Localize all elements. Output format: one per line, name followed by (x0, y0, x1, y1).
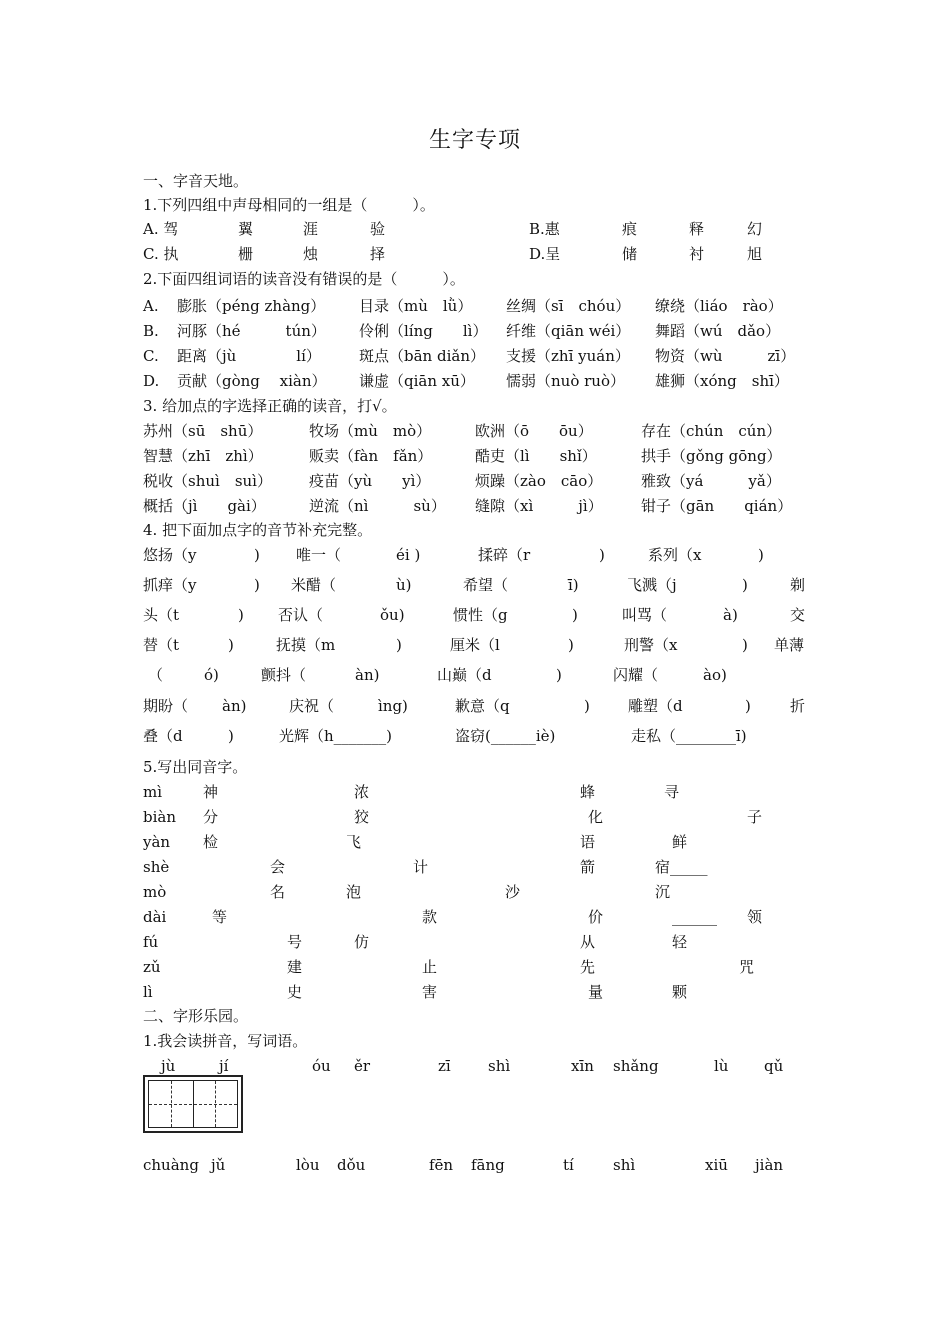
q4-item: ) (254, 576, 260, 594)
q1-stem: 1.下列四组中声母相同的一组是（ ）。 (143, 196, 435, 214)
pinyin-syllable: óu (312, 1057, 331, 1075)
writing-grid-inner (148, 1080, 238, 1128)
pinyin-syllable: ěr (354, 1057, 371, 1075)
pinyin-syllable: shì (613, 1156, 636, 1174)
q5-char: 史 (287, 983, 303, 1001)
q4-item: 山巅（d (437, 666, 492, 684)
q5-pinyin: fú (143, 933, 159, 951)
q4-item: 揉碎（r (478, 546, 531, 564)
pinyin-syllable: shǎng (613, 1057, 659, 1075)
q4-item: （ (148, 666, 164, 684)
q4-item: 飞溅（j (627, 576, 677, 594)
pinyin-syllable: qǔ (764, 1057, 784, 1075)
q4-item: éi ) (396, 546, 421, 564)
q3-word: 欧洲（ō ōu） (475, 422, 593, 440)
q4-item: 叫骂（ (622, 606, 668, 624)
q5-char: 箭 (580, 858, 596, 876)
pinyin-syllable: xiū (705, 1156, 728, 1174)
q3-word: 智慧（zhī zhì） (143, 447, 263, 465)
q4-item: 头（t (143, 606, 180, 624)
pinyin-syllable: jí (219, 1057, 229, 1075)
pinyin-syllable: lù (714, 1057, 729, 1075)
q4-item: ìng) (378, 697, 408, 715)
q2-word: 懦弱（nuò ruò） (506, 372, 625, 390)
q4-item: ) (254, 546, 260, 564)
q5-char: 蜂 (580, 783, 596, 801)
q5-char: 会 (270, 858, 286, 876)
q1-option-b-char: 幻 (747, 220, 763, 238)
pinyin-syllable: jù (161, 1057, 176, 1075)
q4-item: àn) (222, 697, 247, 715)
pinyin-syllable: fēn (429, 1156, 454, 1174)
q5-pinyin: mò (143, 883, 167, 901)
q4-item: ) (599, 546, 605, 564)
q4-item: àn) (355, 666, 380, 684)
q5-char: 咒 (739, 958, 755, 976)
q3-word: 贩卖（fàn fǎn） (309, 447, 433, 465)
q4-item: ī) (568, 576, 579, 594)
q5-char: 分 (203, 808, 219, 826)
q5-char: 领 (747, 908, 763, 926)
q1-option-a-char: 翼 (238, 220, 254, 238)
q4-item: 折 (790, 697, 806, 715)
q3-stem: 3. 给加点的字选择正确的读音，打√。 (143, 397, 397, 415)
q5-char: 计 (413, 858, 429, 876)
q2-word: 支援（zhī yuán） (506, 347, 630, 365)
q3-word: 存在（chún cún） (641, 422, 782, 440)
q4-item: ) (742, 636, 748, 654)
grid-guide-line (171, 1081, 172, 1127)
q5-char: 沙 (505, 883, 521, 901)
q3-word: 税收（shuì suì） (143, 472, 272, 490)
q3-word: 逆流（nì sù） (309, 497, 446, 515)
q4-item: 惯性（g (453, 606, 508, 624)
q4-item: 交 (790, 606, 806, 624)
q4-item: 抚摸（m (276, 636, 336, 654)
q4-item: à) (723, 606, 738, 624)
q5-char: 浓 (354, 783, 370, 801)
q4-item: 光辉（h_______) (279, 727, 393, 745)
pinyin-syllable: shì (488, 1057, 511, 1075)
q4-item: ) (758, 546, 764, 564)
q5-char: 颗 (672, 983, 688, 1001)
pinyin-syllable: jǔ (211, 1156, 226, 1174)
q5-pinyin: mì (143, 783, 163, 801)
q3-word: 酷吏（lì shǐ） (475, 447, 597, 465)
q1-option-d-char: 储 (622, 245, 638, 263)
section-2-heading: 二、字形乐园。 (143, 1007, 249, 1025)
q4-item: 抓痒（y (143, 576, 197, 594)
pinyin-syllable: fāng (471, 1156, 505, 1174)
q5-pinyin: zǔ (143, 958, 161, 976)
q4-item: ) (568, 636, 574, 654)
q4-item: 叠（d (143, 727, 183, 745)
pinyin-syllable: zī (438, 1057, 451, 1075)
q4-item: ) (584, 697, 590, 715)
pinyin-syllable: tí (563, 1156, 574, 1174)
q5-char: 量 (588, 983, 604, 1001)
q5-char: 止 (422, 958, 438, 976)
q4-item: 闪耀（ (613, 666, 659, 684)
q3-word: 拱手（gǒng gōng） (641, 447, 782, 465)
q2-word: 缭绕（liáo rào） (655, 297, 783, 315)
q1-option-c-char: 择 (370, 245, 386, 263)
q3-word: 概括（jì gài） (143, 497, 266, 515)
q4-item: 系列（x (648, 546, 702, 564)
q4-item: ó) (204, 666, 219, 684)
q4-item: 唯一（ (296, 546, 342, 564)
q2-word: 距离（jù lí） (177, 347, 321, 365)
q2-row-label: B. (143, 322, 159, 340)
q3-word: 疫苗（yù yì） (309, 472, 431, 490)
q2-word: 河豚（hé tún） (177, 322, 326, 340)
q5-stem: 5.写出同音字。 (143, 758, 248, 776)
q2-word: 伶俐（líng lì） (359, 322, 488, 340)
q4-item: 歉意（q (455, 697, 510, 715)
q5-pinyin: lì (143, 983, 153, 1001)
q2-stem: 2.下面四组词语的读音没有错误的是（ ）。 (143, 270, 465, 288)
q2-word: 膨胀（péng zhàng） (177, 297, 326, 315)
q2-word: 谦虚（qiān xū） (359, 372, 475, 390)
q5-char: 从 (580, 933, 596, 951)
q5-char: 宿_____ (655, 858, 708, 876)
q5-char: 建 (287, 958, 303, 976)
q5-char: 仿 (354, 933, 370, 951)
q1-option-d-char: 衬 (689, 245, 705, 263)
q4-item: 剃 (790, 576, 806, 594)
q3-word: 烦躁（zào cāo） (475, 472, 603, 490)
q4-item: ) (238, 606, 244, 624)
q3-word: 钳子（gān qián） (641, 497, 793, 515)
q1-option-c-char: 烛 (303, 245, 319, 263)
q5-char: 沉 (655, 883, 671, 901)
q2-word: 舞蹈（wú dǎo） (655, 322, 781, 340)
q5-char: 语 (580, 833, 596, 851)
q4-item: ) (556, 666, 562, 684)
q2-row-label: C. (143, 347, 159, 365)
q4-item: ) (572, 606, 578, 624)
q4-item: 颤抖（ (261, 666, 307, 684)
q1-option-d-label: D.呈 (529, 245, 561, 263)
q2-row-label: D. (143, 372, 160, 390)
q5-blank: ______ (672, 908, 717, 926)
q5-char: 寻 (664, 783, 680, 801)
q2-word: 丝绸（sī chóu） (506, 297, 631, 315)
q5-char: 先 (580, 958, 596, 976)
q2-word: 纤维（qiān wéi） (506, 322, 631, 340)
q1-option-d-char: 旭 (747, 245, 763, 263)
writing-grid[interactable] (143, 1075, 243, 1133)
q3-word: 苏州（sū shū） (143, 422, 263, 440)
q4-item: ) (228, 727, 234, 745)
q5-pinyin: shè (143, 858, 170, 876)
page-title: 生字专项 (428, 128, 521, 153)
q4-item: ) (396, 636, 402, 654)
pinyin-syllable: dǒu (337, 1156, 366, 1174)
q5-char: 飞 (346, 833, 362, 851)
q4-item: 走私（________ī) (631, 727, 747, 745)
pinyin-syllable: jiàn (755, 1156, 784, 1174)
q1-option-a-char: 涯 (303, 220, 319, 238)
q4-item: 期盼（ (143, 697, 189, 715)
q4-stem: 4. 把下面加点字的音节补充完整。 (143, 521, 373, 539)
q5-char: 子 (747, 808, 763, 826)
q4-item: 庆祝（ (289, 697, 335, 715)
q2-word: 雄狮（xóng shī） (655, 372, 789, 390)
q5-pinyin: biàn (143, 808, 177, 826)
q2-word: 贡献（gòng xiàn） (177, 372, 327, 390)
q4-item: 厘米（l (450, 636, 500, 654)
pinyin-syllable: xīn (571, 1057, 594, 1075)
q5-pinyin: dài (143, 908, 167, 926)
q5-char: 款 (422, 908, 438, 926)
q2-word: 斑点（bān diǎn） (359, 347, 485, 365)
q5-char: 等 (212, 908, 228, 926)
q5-char: 号 (287, 933, 303, 951)
q5-char: 泡 (346, 883, 362, 901)
q3-word: 缝隙（xì jì） (475, 497, 603, 515)
pinyin-syllable: chuàng (143, 1156, 199, 1174)
q3-word: 牧场（mù mò） (309, 422, 432, 440)
q1-option-b-char: 释 (689, 220, 705, 238)
q5-char: 轻 (672, 933, 688, 951)
pinyin-syllable: lòu (296, 1156, 320, 1174)
q5-char: 狡 (354, 808, 370, 826)
q4-item: 雕塑（d (628, 697, 683, 715)
q4-item: 悠扬（y (143, 546, 197, 564)
q4-item: 希望（ (463, 576, 509, 594)
q1-option-b-char: 痕 (622, 220, 638, 238)
q4-item: 刑警（x (624, 636, 678, 654)
q4-item: ) (742, 576, 748, 594)
section-1-heading: 一、字音天地。 (143, 172, 249, 190)
q4-item: ào) (703, 666, 727, 684)
q4-item: ) (745, 697, 751, 715)
grid-guide-line (215, 1081, 216, 1127)
q1-option-a-label: A. 驾 (143, 220, 179, 238)
q4-item: ǒu) (380, 606, 405, 624)
q3-word: 雅致（yá yǎ） (641, 472, 781, 490)
q2-word: 目录（mù lǜ） (359, 297, 473, 315)
q5-char: 检 (203, 833, 219, 851)
q1-option-c-char: 栅 (238, 245, 254, 263)
q5-char: 价 (588, 908, 604, 926)
q5-pinyin: yàn (143, 833, 171, 851)
q5-char: 鲜 (672, 833, 688, 851)
q1-option-a-char: 验 (370, 220, 386, 238)
q5-char: 神 (203, 783, 219, 801)
q4-item: 盗窃(______iè) (455, 727, 556, 745)
q4-item: 米醋（ (291, 576, 337, 594)
q4-item: ) (228, 636, 234, 654)
q5-char: 化 (588, 808, 604, 826)
q4-item: 否认（ (278, 606, 324, 624)
q2-word: 物资（wù zī） (655, 347, 796, 365)
q4-item: 单薄 (774, 636, 805, 654)
grid-guide-line (149, 1104, 237, 1105)
q5-char: 害 (422, 983, 438, 1001)
q4-item: 替（t (143, 636, 180, 654)
q1-option-c-label: C. 执 (143, 245, 179, 263)
q1-option-b-label: B.惠 (529, 220, 560, 238)
p1-stem: 1.我会读拼音，写词语。 (143, 1032, 308, 1050)
q5-char: 名 (270, 883, 286, 901)
q2-row-label: A. (143, 297, 159, 315)
q4-item: ù) (396, 576, 412, 594)
